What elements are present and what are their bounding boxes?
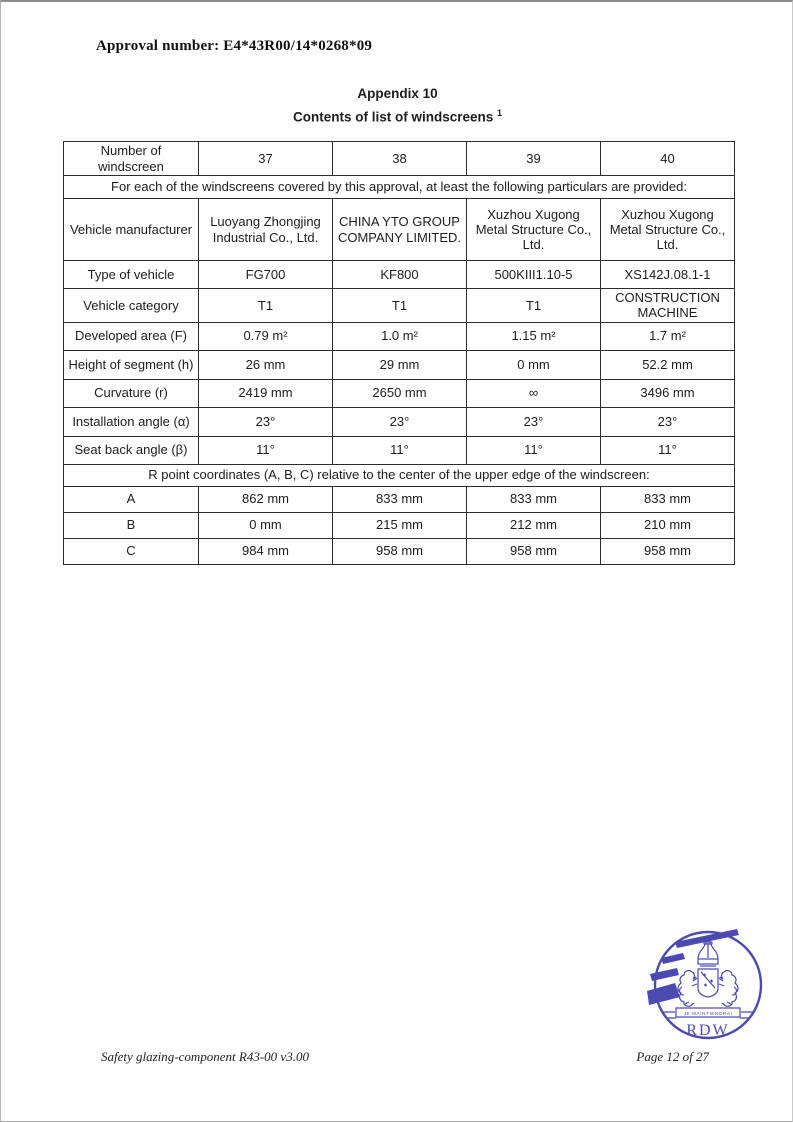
row-label: Type of vehicle <box>64 261 199 289</box>
cell: 23° <box>467 407 601 436</box>
table-row <box>64 379 735 407</box>
cell: 11° <box>199 436 333 464</box>
cell: 210 mm <box>601 512 735 538</box>
cell: 3496 mm <box>601 379 735 407</box>
approval-number-line: Approval number: E4*43R00/14*0268*09 <box>96 38 373 54</box>
cell: FG700 <box>199 261 333 289</box>
cell: 23° <box>601 407 735 436</box>
cell: 29 mm <box>333 350 467 379</box>
cell: 833 mm <box>333 486 467 512</box>
cell: 26 mm <box>199 350 333 379</box>
cell: 500KIII1.10-5 <box>467 261 601 289</box>
cell: 958 mm <box>333 538 467 564</box>
cell: 23° <box>333 407 467 436</box>
cell: CHINA YTO GROUP COMPANY LIMITED. <box>333 199 467 261</box>
stamp-motto: JE MAINTIENDRAI <box>683 1011 733 1017</box>
cell: 984 mm <box>199 538 333 564</box>
cell: T1 <box>333 289 467 323</box>
row-label: Seat back angle (β) <box>64 436 199 464</box>
contents-title-footnote-ref: 1 <box>497 108 503 118</box>
cell: T1 <box>467 289 601 323</box>
row-label: C <box>64 538 199 564</box>
note-particulars: For each of the windscreens covered by this approval, at least the following particulars are provided: <box>64 176 735 199</box>
table-row-header <box>64 142 735 176</box>
contents-title-text: Contents of list of windscreens <box>292 109 494 125</box>
note-rpoint: R point coordinates (A, B, C) relative to the center of the upper edge of the windscreen: <box>64 464 735 486</box>
table-row-note <box>64 464 735 486</box>
cell: Luoyang Zhongjing Industrial Co., Ltd. <box>199 199 333 261</box>
cell: 52.2 mm <box>601 350 735 379</box>
stamp-org: RDW <box>686 1022 730 1039</box>
cell: 0.79 m² <box>199 322 333 350</box>
appendix-title: Appendix 10 <box>357 86 438 101</box>
cell: Xuzhou Xugong Metal Structure Co., Ltd. <box>467 199 601 261</box>
crown-icon <box>698 940 718 966</box>
footer-page-number: Page 12 of 27 <box>636 1049 709 1064</box>
windscreen-number: 40 <box>601 142 735 176</box>
row-label: B <box>64 512 199 538</box>
table-row <box>64 261 735 289</box>
cell: 215 mm <box>333 512 467 538</box>
table-row <box>64 407 735 436</box>
cell: 11° <box>467 436 601 464</box>
footer-document-version: Safety glazing-component R43-00 v3.00 <box>101 1049 309 1064</box>
row-label: A <box>64 486 199 512</box>
cell: 0 mm <box>467 350 601 379</box>
table-row <box>64 289 735 323</box>
row-label: Curvature (r) <box>64 379 199 407</box>
lion-left-icon <box>678 971 697 1007</box>
table-row <box>64 436 735 464</box>
table-row <box>64 512 735 538</box>
table-row <box>64 538 735 564</box>
cell: 11° <box>333 436 467 464</box>
cell: 833 mm <box>601 486 735 512</box>
cell: 958 mm <box>467 538 601 564</box>
cell: 958 mm <box>601 538 735 564</box>
row-label: Developed area (F) <box>64 322 199 350</box>
cell: 833 mm <box>467 486 601 512</box>
cell: 1.7 m² <box>601 322 735 350</box>
table-row <box>64 486 735 512</box>
cell: 11° <box>601 436 735 464</box>
windscreen-number: 37 <box>199 142 333 176</box>
cell: 2419 mm <box>199 379 333 407</box>
cell: KF800 <box>333 261 467 289</box>
cell: CONSTRUCTION MACHINE <box>601 289 735 323</box>
cell: Xuzhou Xugong Metal Structure Co., Ltd. <box>601 199 735 261</box>
table-row <box>64 322 735 350</box>
row-label: Vehicle manufacturer <box>64 199 199 261</box>
cell: 862 mm <box>199 486 333 512</box>
table-row <box>64 350 735 379</box>
cell: 212 mm <box>467 512 601 538</box>
rdw-stamp-icon <box>646 925 766 1045</box>
cell: 0 mm <box>199 512 333 538</box>
table-row-note <box>64 176 735 199</box>
cell: XS142J.08.1-1 <box>601 261 735 289</box>
table-row <box>64 199 735 261</box>
cell: ∞ <box>467 379 601 407</box>
row-label: Vehicle category <box>64 289 199 323</box>
row-label: Installation angle (α) <box>64 407 199 436</box>
windscreens-table <box>63 141 735 565</box>
cell: 2650 mm <box>333 379 467 407</box>
row-label: Number of windscreen <box>64 142 199 176</box>
cell: T1 <box>199 289 333 323</box>
contents-title <box>1 108 793 125</box>
cell: 23° <box>199 407 333 436</box>
row-label: Height of segment (h) <box>64 350 199 379</box>
windscreen-number: 38 <box>333 142 467 176</box>
cell: 1.15 m² <box>467 322 601 350</box>
cell: 1.0 m² <box>333 322 467 350</box>
shield-icon <box>698 969 718 997</box>
windscreen-number: 39 <box>467 142 601 176</box>
